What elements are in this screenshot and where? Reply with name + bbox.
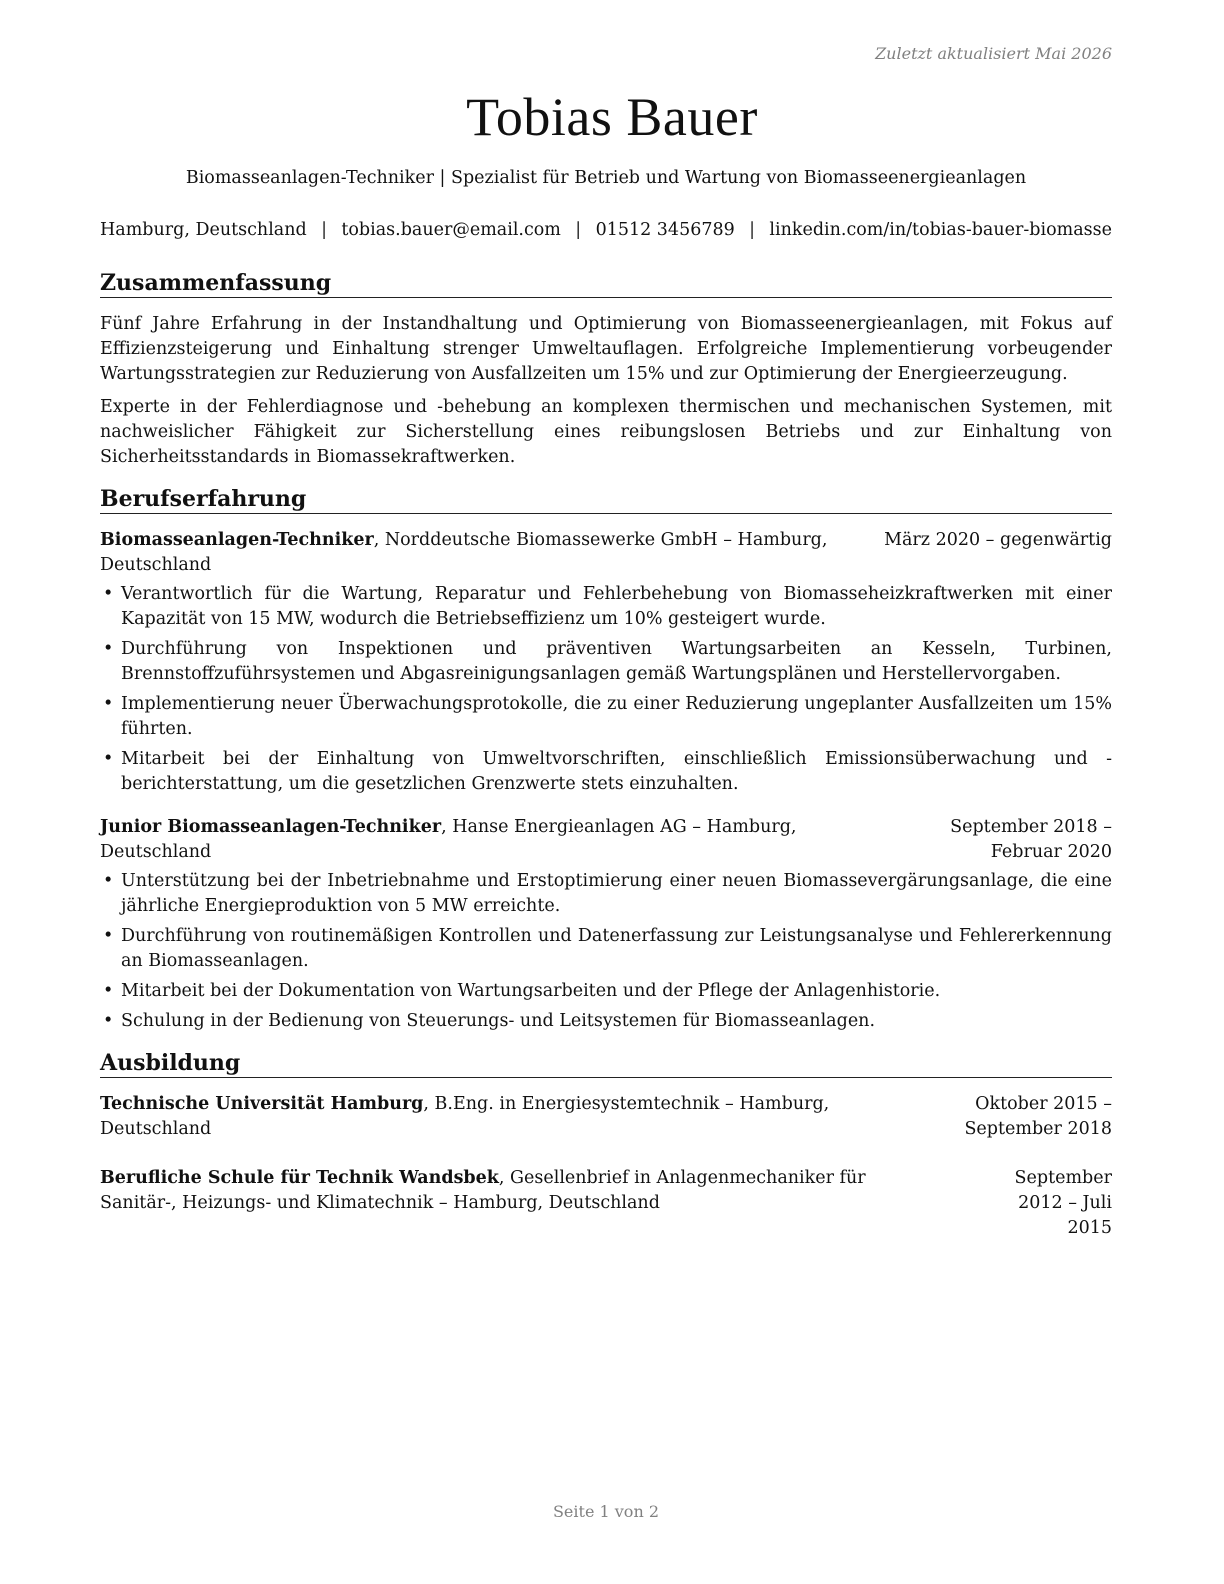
section-title-experience: Berufserfahrung xyxy=(100,486,1112,514)
candidate-name: Tobias Bauer xyxy=(466,87,758,147)
contact-location: Hamburg, Deutschland xyxy=(100,220,307,240)
education-entry xyxy=(100,1166,1112,1241)
list-item: • Mitarbeit bei der Einhaltung von Umweltvorschriften, einschließlich Emissionsüberwachung und -berichterstattung, um die gesetzlichen Grenzwerte stets einzuhalten. xyxy=(103,749,1112,794)
job-role: Junior Biomasseanlagen-Techniker xyxy=(100,817,442,837)
list-item: • Implementierung neuer Überwachungsprotokolle, die zu einer Reduzierung ungeplanter Ausfallzeiten um 15% führten. xyxy=(103,694,1112,739)
section-title-summary: Zusammenfassung xyxy=(100,270,1112,298)
bullet-icon: • xyxy=(103,749,114,769)
bullet-icon: • xyxy=(103,871,114,891)
contact-separator: | xyxy=(321,220,327,240)
job-role: Biomasseanlagen-Techniker xyxy=(100,530,374,550)
bullet-icon: • xyxy=(103,584,114,604)
bullet-icon: • xyxy=(103,926,114,946)
bullet-icon: • xyxy=(103,981,114,1001)
summary-paragraph: Fünf Jahre Erfahrung in der Instandhaltung und Optimierung von Biomasseenergieanlagen, mit Fokus auf Effizienzsteigerung und Einhaltung strenger Umweltauflagen. Erfolgreiche Implementierung vorbeugender Wartungsstrategien zur Reduzierung von Ausfallzeiten um 15% und zur Optimierung der Energieerzeugung. xyxy=(100,314,1112,384)
education-details: , Gesellenbrief in Anlagenmechaniker für Sanitär-, Heizungs- und Klimatechnik – Hamburg, Deutschland xyxy=(100,1168,866,1213)
contact-separator: | xyxy=(575,220,582,240)
contact-line xyxy=(100,220,1112,240)
job-dates: März 2020 – gegenwärtig xyxy=(884,530,1112,550)
education-entry xyxy=(100,1092,1112,1142)
education-details: , B.Eng. in Energiesystemtechnik – Hamburg, Deutschland xyxy=(100,1094,830,1139)
job-entry xyxy=(100,815,1112,1034)
education-school: Technische Universität Hamburg xyxy=(100,1094,424,1114)
education-header xyxy=(100,1092,1112,1142)
tagline: Biomasseanlagen-Techniker | Spezialist für Betrieb und Wartung von Biomasseenergieanlagen xyxy=(185,168,1027,188)
education-header xyxy=(100,1166,1112,1241)
bullet-icon: • xyxy=(103,694,114,714)
job-header xyxy=(100,815,1112,865)
education-dates: September 2012 – Juli 2015 xyxy=(1014,1168,1112,1238)
bullet-icon: • xyxy=(103,1011,114,1031)
section-title-education: Ausbildung xyxy=(100,1050,1112,1078)
job-header xyxy=(100,528,1112,578)
contact-separator: | xyxy=(749,220,756,240)
resume-content xyxy=(100,270,1112,1241)
last-updated: Zuletzt aktualisiert Mai 2026 xyxy=(875,44,1112,63)
list-item: • Unterstützung bei der Inbetriebnahme und Erstoptimierung einer neuen Biomassevergärungsanlage, die eine jährliche Energieproduktion von 5 MW erreichte. xyxy=(103,871,1112,916)
contact-phone[interactable]: 01512 3456789 xyxy=(595,220,735,240)
job-details: , Norddeutsche Biomassewerke GmbH – Hamburg, Deutschland xyxy=(100,530,828,575)
page-number: Seite 1 von 2 xyxy=(552,1502,660,1521)
job-bullets xyxy=(100,582,1112,797)
list-item: • Verantwortlich für die Wartung, Reparatur und Fehlerbehebung von Biomasseheizkraftwerken mit einer Kapazität von 15 MW, wodurch die Betriebseffizienz um 10% gesteigert wurde. xyxy=(103,584,1112,629)
contact-linkedin[interactable]: linkedin.com/in/tobias-bauer-biomasse xyxy=(769,220,1112,240)
contact-email[interactable]: tobias.bauer@email.com xyxy=(341,220,561,240)
summary-paragraph: Experte in der Fehlerdiagnose und -behebung an komplexen thermischen und mechanischen Systemen, mit nachweislicher Fähigkeit zur Sicherstellung eines reibungslosen Betriebs und zur Einhaltung von Sicherheitsstandards in Biomassekraftwerken. xyxy=(100,397,1112,467)
job-details: , Hanse Energieanlagen AG – Hamburg, Deutschland xyxy=(100,817,797,862)
education-dates: Oktober 2015 – September 2018 xyxy=(964,1094,1112,1139)
job-dates: September 2018 – Februar 2020 xyxy=(950,817,1112,862)
list-item: • Mitarbeit bei der Dokumentation von Wartungsarbeiten und der Pflege der Anlagenhistorie. xyxy=(100,979,1112,1004)
job-entry xyxy=(100,528,1112,797)
list-item: • Durchführung von routinemäßigen Kontrollen und Datenerfassung zur Leistungsanalyse und Fehlererkennung an Biomasseanlagen. xyxy=(103,926,1112,971)
job-bullets xyxy=(100,869,1112,1034)
list-item: • Durchführung von Inspektionen und präventiven Wartungsarbeiten an Kesseln, Turbinen, Brennstoffzuführsystemen und Abgasreinigungsanlagen gemäß Wartungsplänen und Herstellervorgaben. xyxy=(103,639,1112,684)
education-school: Berufliche Schule für Technik Wandsbek xyxy=(100,1168,499,1188)
list-item: • Schulung in der Bedienung von Steuerungs- und Leitsystemen für Biomasseanlagen. xyxy=(100,1009,1112,1034)
bullet-icon: • xyxy=(103,639,114,659)
